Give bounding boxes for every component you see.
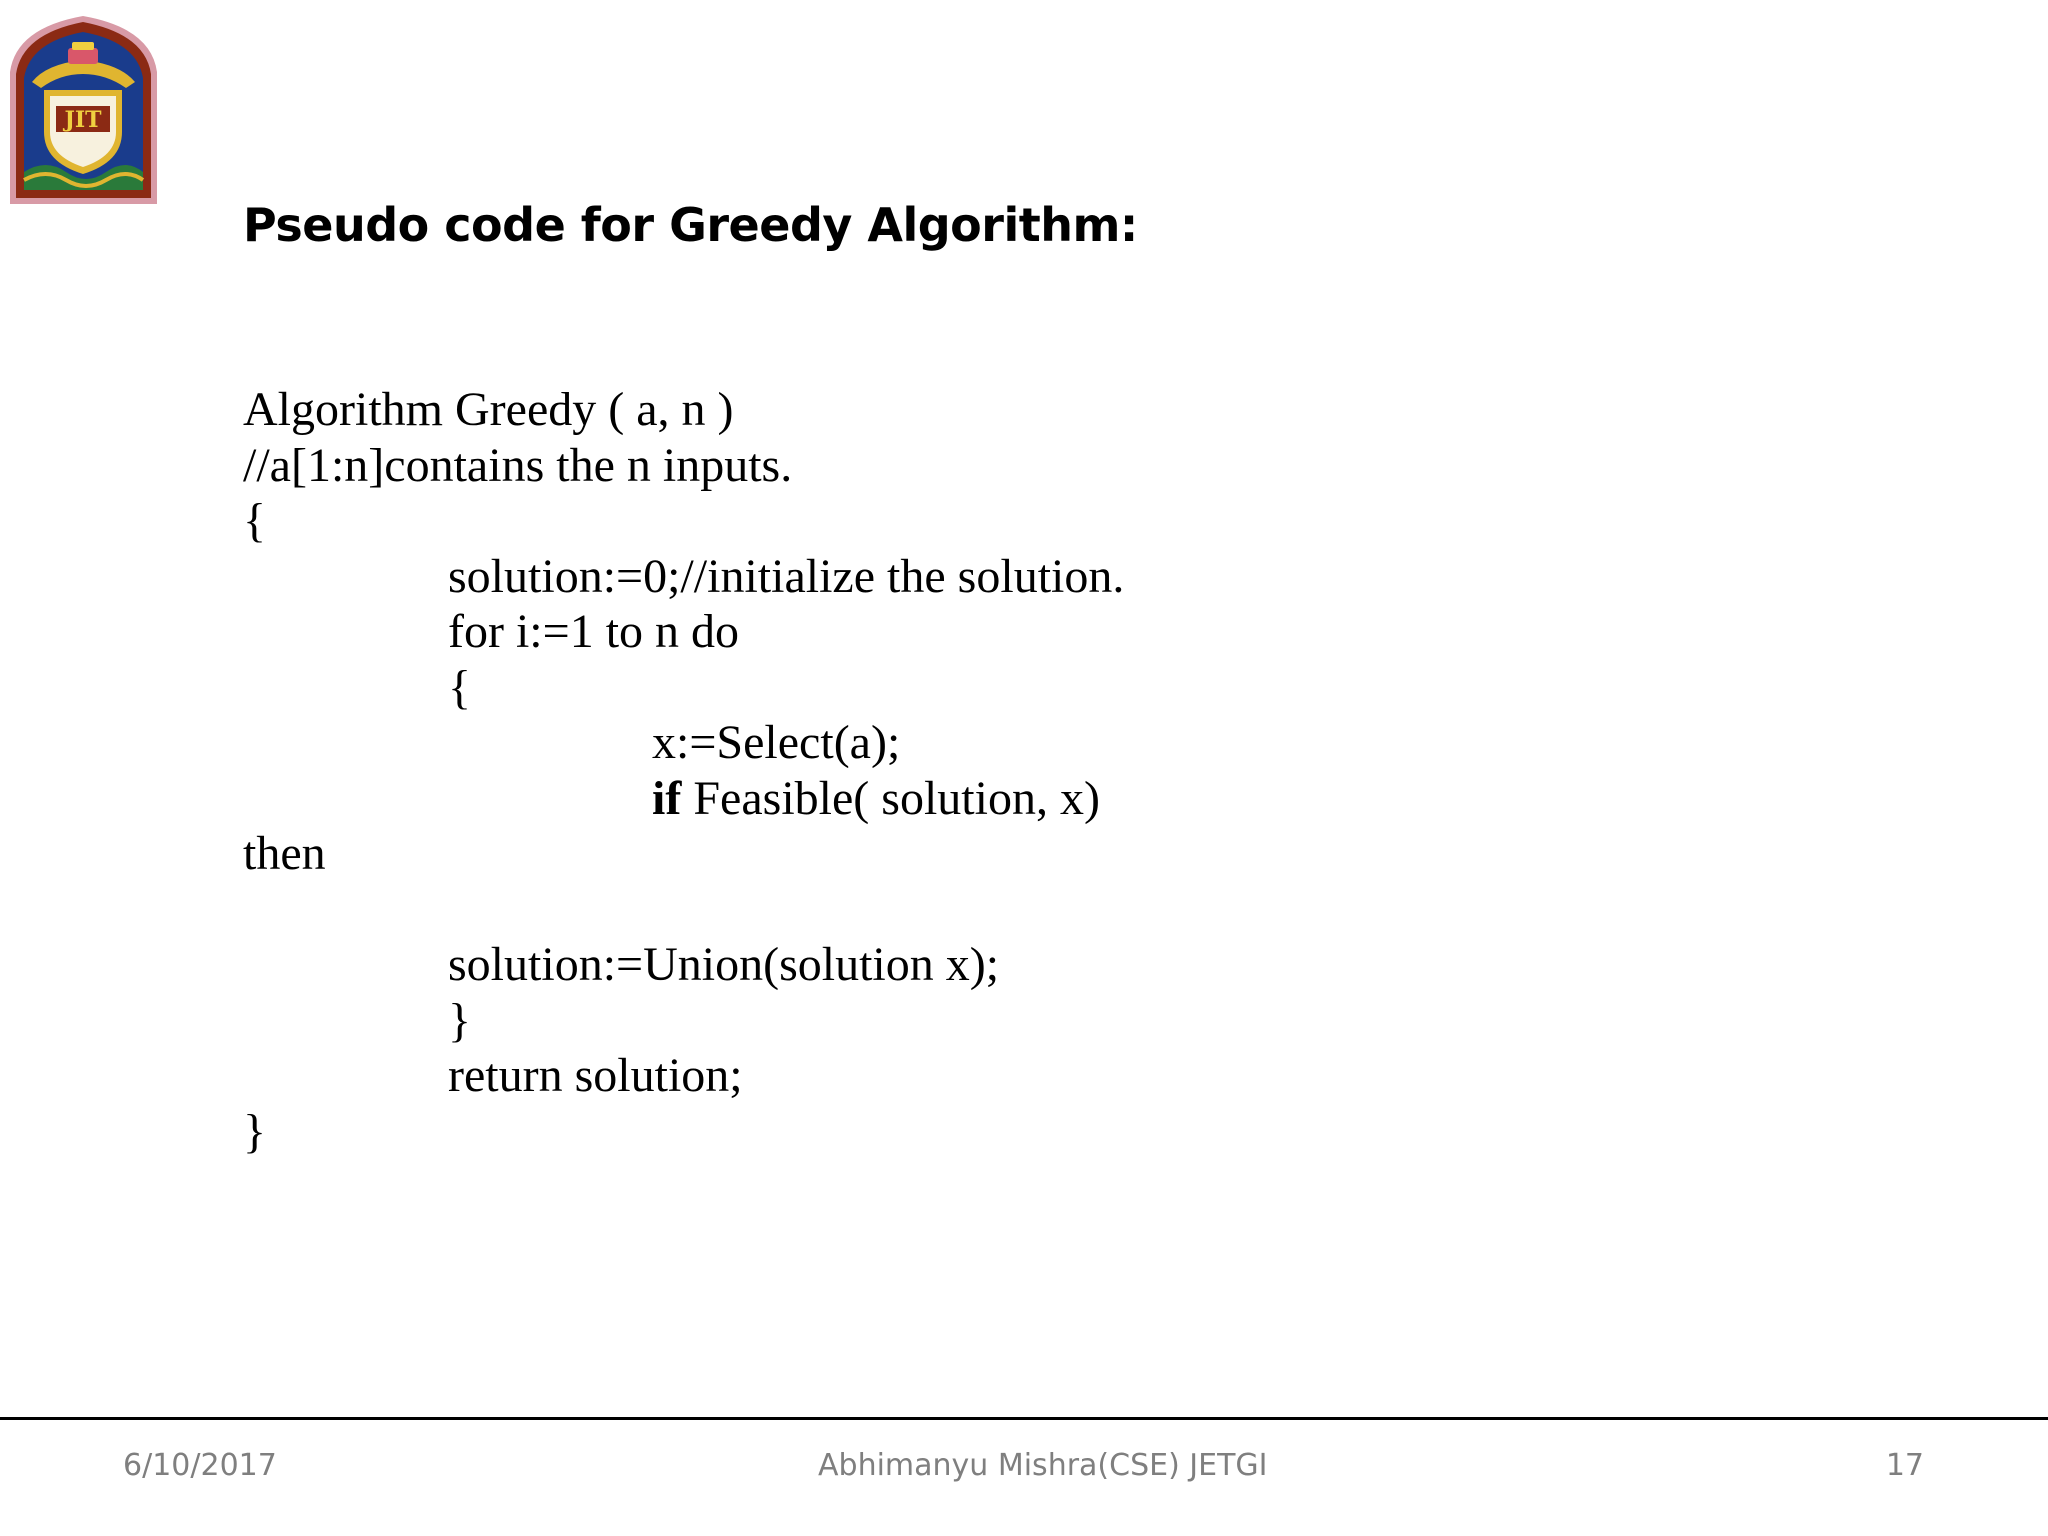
code-line: { — [448, 660, 472, 714]
footer-date: 6/10/2017 — [123, 1448, 277, 1483]
code-line: x:=Select(a); — [652, 716, 901, 769]
code-line: for i:=1 to n do — [448, 605, 740, 658]
slide-title: Pseudo code for Greedy Algorithm: — [243, 198, 1138, 252]
pseudo-code-block — [243, 382, 1124, 1159]
footer-divider — [0, 1417, 2048, 1420]
code-line — [243, 771, 1124, 827]
code-line: } — [243, 1104, 267, 1158]
code-line-blank — [243, 882, 1124, 938]
slide-number: 17 — [1885, 1448, 1924, 1483]
footer-author: Abhimanyu Mishra(CSE) JETGI — [818, 1448, 1268, 1483]
code-line: then — [243, 827, 326, 880]
code-line: return solution; — [448, 1049, 743, 1102]
code-line: solution:=Union(solution x); — [448, 938, 1000, 991]
code-line: Algorithm Greedy ( a, n ) — [243, 383, 734, 436]
code-line: { — [243, 494, 267, 547]
logo-text: JIT — [64, 107, 102, 133]
code-text: Feasible( solution, x) — [681, 771, 1100, 825]
code-line: } — [448, 993, 472, 1047]
code-keyword: if — [652, 771, 682, 825]
institute-crest-logo — [6, 12, 161, 208]
code-line: //a[1:n]contains the n inputs. — [243, 438, 793, 492]
code-line: solution:=0;//initialize the solution. — [448, 549, 1125, 603]
